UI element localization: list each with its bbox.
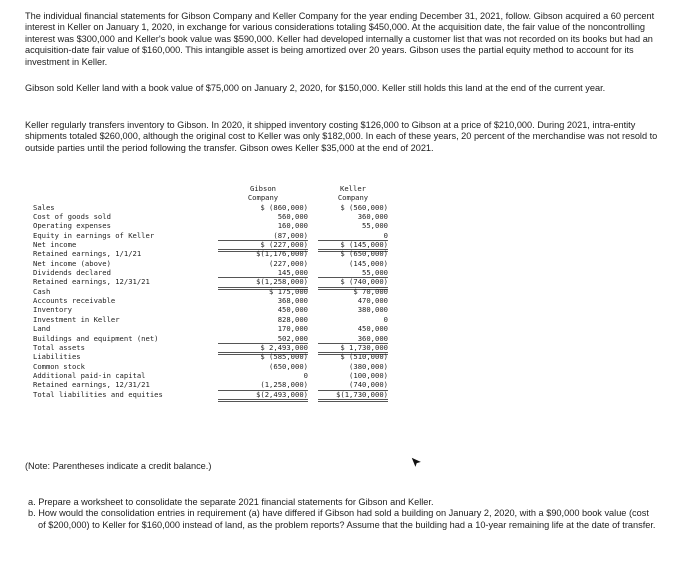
gibson-value: $(1,258,000): [218, 277, 308, 289]
keller-value: (740,000): [318, 380, 388, 390]
keller-value: 360,000: [318, 334, 388, 344]
row-label: Operating expenses: [33, 221, 111, 231]
row-label: Inventory: [33, 305, 72, 315]
row-label: Equity in earnings of Keller: [33, 230, 155, 240]
keller-header-line-2: Company: [337, 193, 369, 203]
keller-value: 55,000: [318, 268, 388, 278]
gibson-value: $(2,493,000): [218, 390, 308, 402]
keller-value: $ (560,000): [340, 202, 388, 212]
table-row: [33, 371, 388, 380]
table-row: [33, 212, 388, 221]
keller-value: $ (145,000): [318, 240, 388, 252]
row-label: Sales: [33, 202, 55, 212]
row-label: Additional paid-in capital: [33, 370, 146, 380]
keller-value: (145,000): [349, 258, 388, 268]
keller-value: 360,000: [357, 212, 388, 222]
row-label: Retained earnings, 1/1/21: [33, 249, 142, 259]
keller-value: (380,000): [349, 361, 388, 371]
keller-value: $ 1,730,000: [318, 343, 388, 355]
keller-value: 450,000: [357, 324, 388, 334]
table-row: [33, 221, 388, 230]
keller-value: $ (740,000): [318, 277, 388, 289]
table-row: [33, 231, 388, 240]
gibson-value: $(1,176,000): [256, 249, 308, 259]
keller-value: 470,000: [357, 296, 388, 306]
table-row: [33, 249, 388, 258]
requirements: [28, 497, 658, 531]
table-row: [33, 315, 388, 324]
table-row: [33, 203, 388, 212]
row-label: Retained earnings, 12/31/21: [33, 380, 150, 390]
mouse-pointer-icon: [410, 456, 424, 470]
keller-value: $ 70,000: [353, 286, 388, 296]
row-label: Retained earnings, 12/31/21: [33, 277, 150, 287]
keller-value: $ (510,000): [340, 352, 388, 362]
row-label: Accounts receivable: [33, 296, 116, 306]
row-label: Net income (above): [33, 258, 111, 268]
financial-statements-table: [33, 184, 388, 399]
table-row: [33, 334, 388, 343]
gibson-value: 170,000: [277, 324, 308, 334]
table-row: [33, 296, 388, 305]
keller-value: 55,000: [362, 221, 388, 231]
intro-paragraph-2: Gibson sold Keller land with a book value of $75,000 on January 2, 2020, for $150,000. Keller still holds this land at the end of the current year.: [25, 83, 606, 93]
table-header-row-2: [33, 193, 388, 202]
credit-balance-note: (Note: Parentheses indicate a credit balance.): [25, 461, 212, 471]
row-label: Cash: [33, 286, 51, 296]
table-row: [33, 240, 388, 249]
keller-value: $ (650,000): [340, 249, 388, 259]
table-header-row-1: [33, 184, 388, 193]
table-row: [33, 277, 388, 286]
gibson-value: (87,000): [218, 231, 308, 241]
keller-value: 0: [318, 231, 388, 241]
requirement-b: b. How would the consolidation entries in requirement (a) have differed if Gibson had sold a building on January 2, 2020, with a $90,000 book value (cost of $200,000) to Keller for $160,000 instead of land, as the problem reports? Assume that the building had a 10-year remaining life at the date of transfer.: [28, 508, 656, 530]
gibson-value: 450,000: [277, 305, 308, 315]
row-label: Total liabilities and equities: [33, 389, 163, 399]
gibson-value: $ (227,000): [218, 240, 308, 252]
gibson-value: (227,000): [269, 258, 308, 268]
table-row: [33, 324, 388, 333]
gibson-value: 828,000: [277, 314, 308, 324]
row-label: Total assets: [33, 342, 85, 352]
gibson-value: $ (585,000): [260, 352, 308, 362]
gibson-value: 502,000: [218, 334, 308, 344]
gibson-value: 160,000: [277, 221, 308, 231]
row-label: Net income: [33, 240, 77, 250]
row-label: Dividends declared: [33, 268, 111, 278]
table-row: [33, 352, 388, 361]
row-label: Cost of goods sold: [33, 212, 111, 222]
keller-value: $(1,730,000): [318, 390, 388, 402]
gibson-header-line-2: Company: [247, 193, 279, 203]
gibson-value: 368,000: [277, 296, 308, 306]
gibson-header-line-1: Gibson: [250, 184, 276, 193]
gibson-value: 560,000: [277, 212, 308, 222]
requirement-a: a. Prepare a worksheet to consolidate the separate 2021 financial statements for Gibson and Keller.: [28, 497, 434, 507]
gibson-value: $ 2,493,000: [218, 343, 308, 355]
table-row: [33, 305, 388, 314]
gibson-value: (650,000): [269, 361, 308, 371]
row-label: Land: [33, 324, 51, 334]
keller-header-line-1: Keller: [340, 184, 366, 193]
intro-paragraph-3: Keller regularly transfers inventory to Gibson. In 2020, it shipped inventory costing $126,000 to Gibson at a price of $210,000. During 2021, intra-entity shipments totaled $260,000, although the original cost to Keller was only $182,000. In each of these years, 20 percent of the merchandise was not resold to outside parties until the period following the transfer. Gibson owes Keller $35,000 at the end of 2021.: [25, 120, 658, 153]
table-row: [33, 343, 388, 352]
table-row: [33, 362, 388, 371]
table-row: [33, 259, 388, 268]
gibson-value: (1,258,000): [218, 380, 308, 390]
row-label: Common stock: [33, 361, 85, 371]
keller-value: 380,000: [357, 305, 388, 315]
table-row: [33, 287, 388, 296]
row-label: Liabilities: [33, 352, 81, 362]
intro-paragraph-1: The individual financial statements for Gibson Company and Keller Company for the year ending December 31, 2021, follow. Gibson acquired a 60 percent interest in Keller on January 1, 2020, in exchange for various considerations totaling $450,000. At the acquisition date, the fair value of the noncontrolling interest was $300,000 and Keller's book value was $590,000. Keller had developed internally a customer list that was not recorded on its books but had an acquisition-date fair value of $160,000. This intangible asset is being amortized over 20 years. Gibson uses the partial equity method to account for its investment in Keller.: [25, 11, 655, 67]
gibson-value: $ (860,000): [260, 202, 308, 212]
keller-value: 0: [383, 314, 388, 324]
table-row: [33, 268, 388, 277]
table-row: [33, 380, 388, 389]
table-row: [33, 390, 388, 399]
row-label: Buildings and equipment (net): [33, 333, 159, 343]
row-label: Investment in Keller: [33, 314, 120, 324]
keller-value: (100,000): [349, 370, 388, 380]
gibson-value: 0: [303, 370, 308, 380]
gibson-value: 145,000: [218, 268, 308, 278]
gibson-value: $ 175,000: [269, 286, 308, 296]
